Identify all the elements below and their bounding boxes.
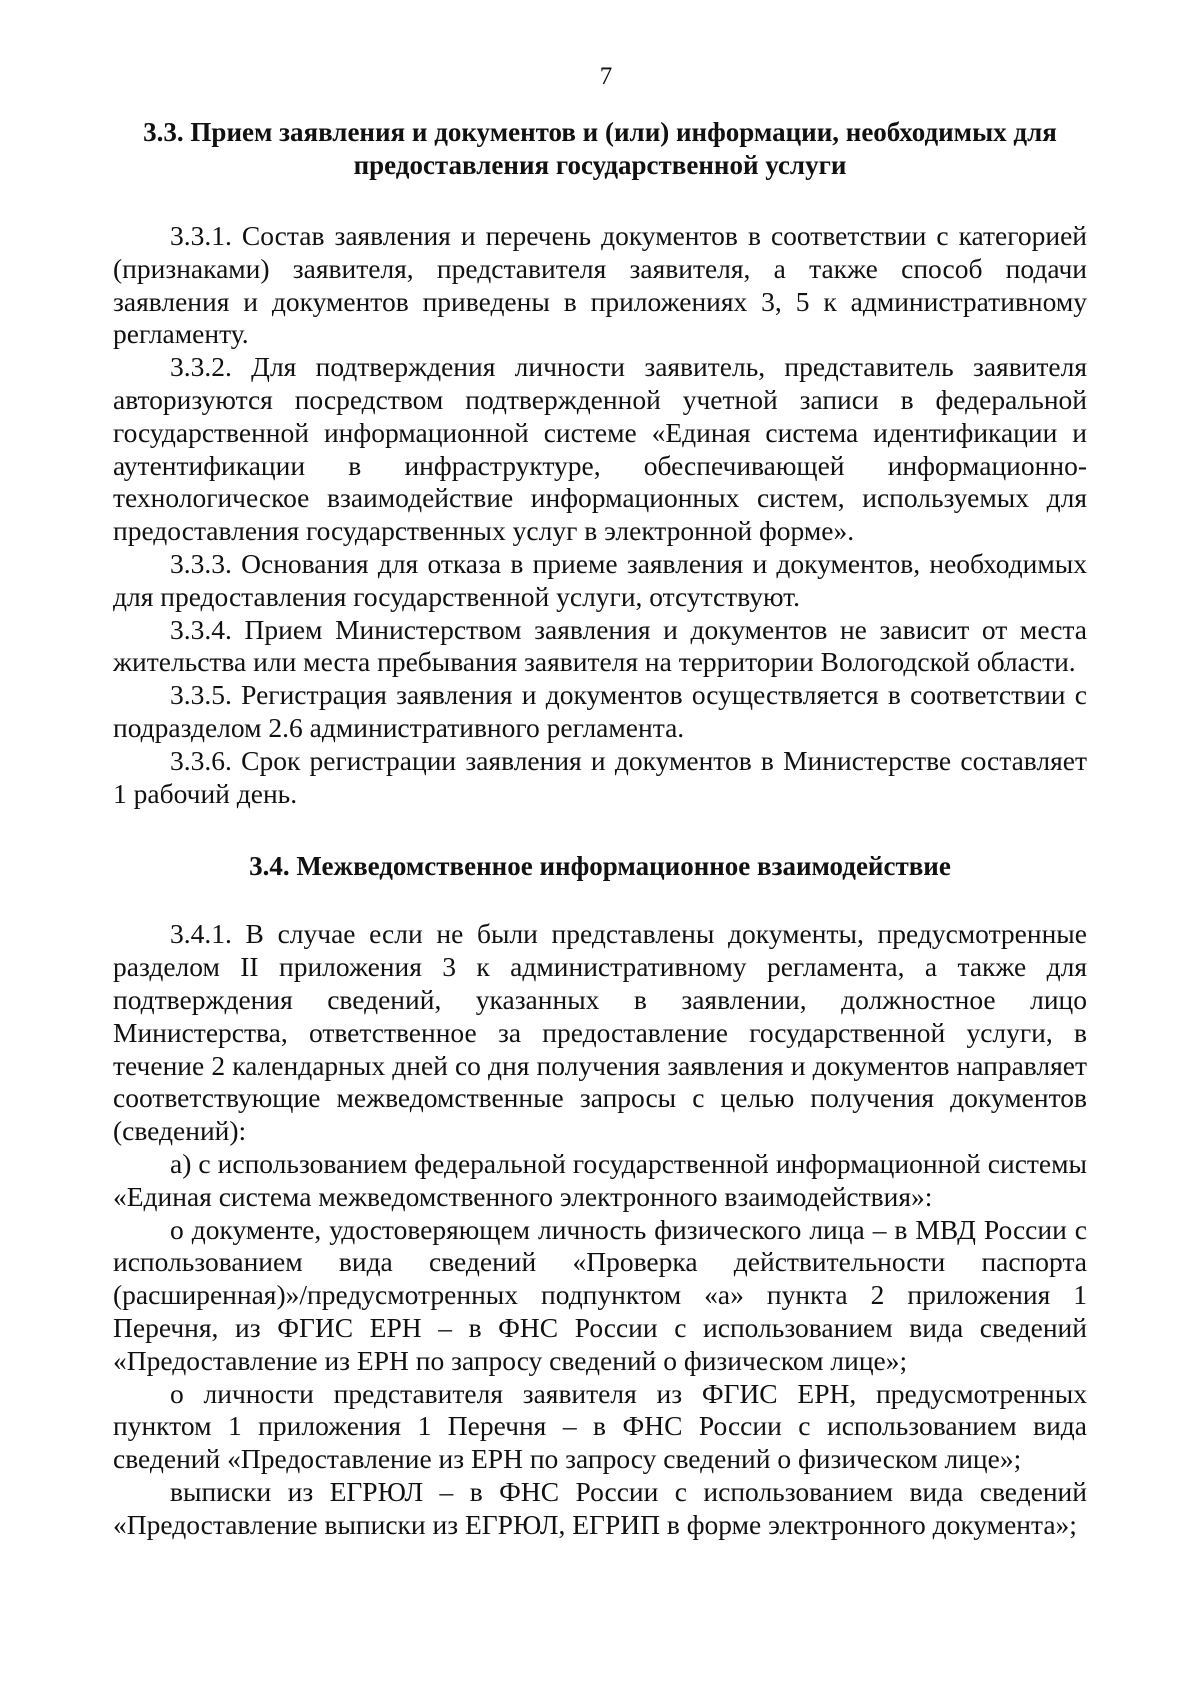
paragraph-3-3-4: 3.3.4. Прием Министерством заявления и документов не зависит от места жительства или места пребывания заявителя на территории Вологодской области. bbox=[113, 613, 1087, 678]
paragraph-representative-identity: о личности представителя заявителя из ФГИС ЕРН, предусмотренных пунктом 1 приложения 1 Перечня – в ФНС России с использованием вида сведений «Предоставление из ЕРН по запросу сведений о физическом лице»; bbox=[113, 1377, 1087, 1475]
paragraph-3-3-3: 3.3.3. Основания для отказа в приеме заявления и документов, необходимых для предоставления государственной услуги, отсутствуют. bbox=[113, 547, 1087, 612]
paragraph-3-3-1: 3.3.1. Состав заявления и перечень документов в соответствии с категорией (признаками) заявителя, представителя заявителя, а также способ подачи заявления и документов приведены в приложениях 3, 5 к административному регламенту. bbox=[113, 220, 1087, 350]
paragraph-identity-document: о документе, удостоверяющем личность физического лица – в МВД России с использованием вида сведений «Проверка действительности паспорта (расширенная)»/предусмотренных подпунктом «а» пункта 2 приложения 1 Перечня, из ФГИС ЕРН – в ФНС России с использованием вида сведений «Предоставление из ЕРН по запросу сведений о физическом лице»; bbox=[113, 1213, 1087, 1376]
section-heading-3-3: 3.3. Прием заявления и документов и (или) информации, необходимых для предоставления государственной услуги bbox=[143, 117, 1057, 180]
page-number: 7 bbox=[599, 63, 613, 90]
paragraph-egrul-extract: выписки из ЕГРЮЛ – в ФНС России с использованием вида сведений «Предоставление выписки из ЕГРЮЛ, ЕГРИП в форме электронного документа»; bbox=[113, 1475, 1087, 1540]
paragraph-3-4-1-a: а) с использованием федеральной государственной информационной системы «Единая система межведомственного электронного взаимодействия»: bbox=[113, 1147, 1087, 1212]
section-heading-3-4: 3.4. Межведомственное информационное взаимодействие bbox=[249, 851, 951, 882]
paragraph-3-3-6: 3.3.6. Срок регистрации заявления и документов в Министерстве составляет 1 рабочий день. bbox=[113, 744, 1087, 809]
paragraph-3-3-5: 3.3.5. Регистрация заявления и документов осуществляется в соответствии с подразделом 2.6 административного регламента. bbox=[113, 679, 1087, 743]
paragraph-3-3-2: 3.3.2. Для подтверждения личности заявитель, представитель заявителя авторизуются посредством подтвержденной учетной записи в федеральной государственной информационной системе «Единая система идентификации и аутентификации в инфраструктуре, обеспечивающей информационно-технологическое взаимодействие информационных систем, используемых для предоставления государственных услуг в электронной форме». bbox=[113, 351, 1087, 547]
paragraph-3-4-1: 3.4.1. В случае если не были представлены документы, предусмотренные разделом II приложения 3 к административному регламента, а также для подтверждения сведений, указанных в заявлении, должностное лицо Министерства, ответственное за предоставление государственной услуги, в течение 2 календарных дней со дня получения заявления и документов направляет соответствующие межведомственные запросы с целью получения документов (сведений): bbox=[113, 918, 1087, 1147]
